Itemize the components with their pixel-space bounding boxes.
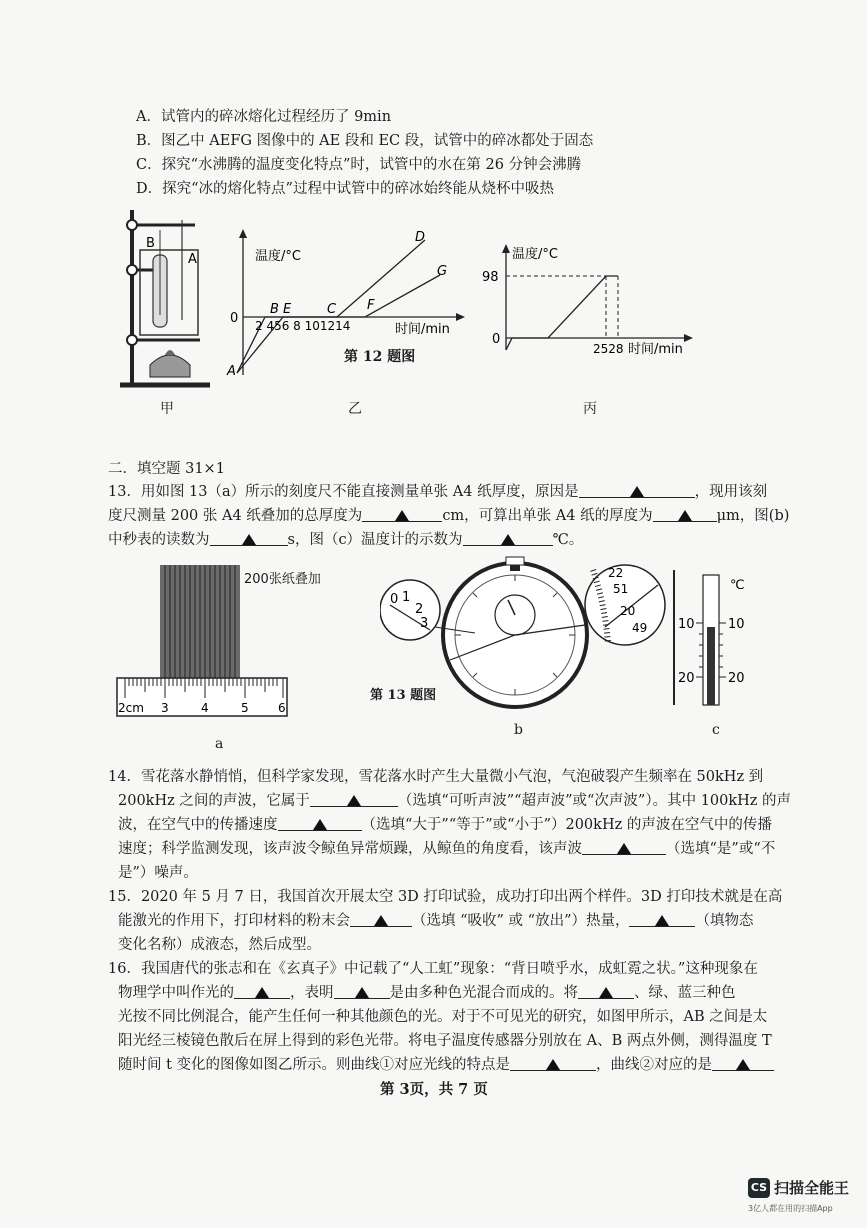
q14-line4: [118, 840, 775, 858]
yi-zero: 0: [230, 311, 239, 326]
q14-text: 200kHz 之间的声波，它属于: [118, 793, 310, 809]
jia-label-b: B: [146, 236, 155, 251]
bing-zero: 0: [492, 332, 501, 347]
thermo-left-20: 20: [678, 671, 695, 686]
option-b: B．图乙中 AEFG 图像中的 AE 段和 EC 段，试管中的碎冰都处于固态: [136, 133, 594, 149]
option-a: A．试管内的碎冰熔化过程经历了 9min: [136, 109, 392, 125]
camscanner-slogan: 3亿人都在用的扫描App: [748, 1204, 833, 1213]
q14-blank-1[interactable]: [310, 792, 398, 807]
q14-text: （选填“可听声波”“超声波”或“次声波”）。其中 100kHz 的声: [397, 793, 792, 809]
q16-text: 是由多种色光混合而成的。将: [389, 985, 578, 1001]
q15-line1: 15．2020 年 5 月 7 日，我国首次开展太空 3D 打印试验，成功打印出两个样件。3D 打印技术就是在高: [108, 889, 783, 905]
q14-line3: [118, 816, 772, 834]
fig12-apparatus: [110, 205, 220, 395]
q16-line1: 16．我国唐代的张志和在《玄真子》中记载了“人工虹”现象：“背日喷乎水，成虹霓之状。”这种现象在: [108, 961, 758, 977]
q14-text: （选填“大于”“等于”或“小于”）200kHz 的声波在空气中的传播: [361, 817, 772, 833]
section2-heading: 二．填空题 31×1: [108, 461, 225, 477]
q16-line5: [118, 1056, 774, 1074]
jia-label-a: A: [188, 252, 197, 267]
q14-text: （选填“是”或“不: [666, 841, 776, 857]
q15-blank-1[interactable]: [350, 912, 412, 927]
q15-line3: 变化名称）成液态，然后成型。: [118, 937, 321, 953]
camscanner-name: 扫描全能王: [774, 1179, 850, 1197]
yi-point-g: G: [437, 264, 448, 279]
q15-line2: [118, 912, 753, 930]
bing-ylabel: 温度/°C: [512, 247, 558, 262]
q14-line2: [118, 792, 791, 810]
q16-text: 、绿、蓝三种色: [634, 985, 736, 1001]
q13-text: s，图（c）温度计的示数为: [287, 532, 463, 548]
q13-blank-2[interactable]: [362, 507, 442, 522]
q13-line3: [108, 531, 583, 549]
ruler-tick-6: 6: [278, 701, 286, 715]
q14-line1: 14．雪花落水静悄悄，但科学家发现，雪花落水时产生大量微小气泡，气泡破裂产生频率在 50kHz 到: [108, 769, 764, 785]
q14-line5: 是”）噪声。: [118, 865, 198, 881]
q13-blank-1[interactable]: [579, 483, 695, 498]
fig12-graph-bing: [478, 240, 718, 365]
q16-blank-5[interactable]: [712, 1056, 774, 1071]
bing-xlabel: 时间/min: [628, 342, 683, 357]
yi-point-b: B: [270, 302, 279, 317]
q16-line3: 光按不同比例混合，能产生任何一种其他颜色的光。对于不可见光的研究，如图甲所示，AB 之间是太: [118, 1009, 768, 1025]
bing-98: 98: [482, 270, 499, 285]
sw-big-20: 20: [620, 604, 636, 618]
q15-text: （填物态: [695, 913, 754, 929]
yi-point-f: F: [367, 298, 375, 313]
q16-blank-4[interactable]: [510, 1056, 596, 1071]
fig12-caption-jia: 甲: [160, 401, 174, 417]
ruler-tick-5: 5: [241, 701, 249, 715]
ruler-tick-4: 4: [201, 701, 209, 715]
q15-text: 能激光的作用下，打印材料的粉末会: [118, 913, 350, 929]
thermo-unit: ℃: [730, 578, 745, 593]
yi-ticks: 2 456 8 101214: [255, 319, 351, 333]
q16-blank-3[interactable]: [578, 984, 634, 999]
q13-text: 13．用如图 13（a）所示的刻度尺不能直接测量单张 A4 纸厚度，原因是: [108, 484, 579, 500]
page-footer: 第 3页，共 7 页: [380, 1081, 488, 1098]
q16-text: ，表明: [290, 985, 334, 1001]
sw-small-3: 3: [420, 616, 429, 631]
q13-text: cm，可算出单张 A4 纸的厚度为: [442, 508, 653, 524]
q16-text: ，曲线②对应的是: [596, 1057, 713, 1073]
camscanner-logo-icon: CS: [748, 1178, 770, 1198]
ruler-tick-3: 3: [161, 701, 169, 715]
q15-blank-2[interactable]: [629, 912, 695, 927]
q13-text: ，现用该刻: [694, 484, 768, 500]
q13-line1: [108, 483, 767, 501]
q13-text: 中秒表的读数为: [108, 532, 210, 548]
fig13-title: 第 13 题图: [370, 688, 437, 703]
q14-text: 波，在空气中的传播速度: [118, 817, 278, 833]
yi-point-e: E: [283, 302, 292, 317]
q16-blank-2[interactable]: [334, 984, 390, 999]
sw-big-22: 22: [608, 566, 624, 580]
q14-blank-3[interactable]: [582, 840, 666, 855]
fig13a-stack-label: 200张纸叠加: [244, 572, 321, 587]
yi-point-d: D: [415, 230, 426, 245]
q13-text: ℃。: [552, 532, 584, 548]
q16-line2: [118, 984, 736, 1002]
fig12-title: 第 12 题图: [344, 349, 416, 365]
fig12-caption-bing: 丙: [583, 401, 597, 417]
q14-text: 速度；科学监测发现，该声波令鲸鱼异常烦躁，从鲸鱼的角度看，该声波: [118, 841, 582, 857]
ruler-tick-2cm: 2cm: [118, 701, 144, 715]
q13-text: μm，图(b): [716, 508, 790, 524]
thermo-right-20: 20: [728, 671, 745, 686]
sw-small-2: 2: [415, 602, 424, 617]
q16-text: 随时间 t 变化的图像如图乙所示。则曲线①对应光线的特点是: [118, 1057, 511, 1073]
q13-text: 度尺测量 200 张 A4 纸叠加的总厚度为: [108, 508, 363, 524]
q14-blank-2[interactable]: [278, 816, 362, 831]
q13-line2: [108, 507, 789, 525]
fig13c-thermometer: [668, 565, 758, 715]
thermo-right-10: 10: [728, 617, 745, 632]
thermo-left-10: 10: [678, 617, 695, 632]
fig13-caption-b: b: [514, 722, 523, 738]
sw-small-1: 1: [402, 590, 411, 605]
fig13-caption-c: c: [712, 722, 720, 738]
q13-blank-5[interactable]: [463, 531, 553, 546]
yi-point-a: A: [227, 364, 236, 379]
q13-blank-3[interactable]: [653, 507, 717, 522]
q16-line4: 阳光经三棱镜色散后在屏上得到的彩色光带。将电子温度传感器分别放在 A、B 两点外侧，测得温度 T: [118, 1033, 772, 1049]
fig12-caption-yi: 乙: [348, 401, 362, 417]
yi-ylabel: 温度/°C: [255, 249, 301, 264]
sw-big-51: 51: [613, 582, 629, 596]
option-c: C．探究“水沸腾的温度变化特点”时，试管中的水在第 26 分钟会沸腾: [136, 157, 582, 173]
option-d: D．探究“冰的熔化特点”过程中试管中的碎冰始终能从烧杯中吸热: [136, 181, 554, 197]
yi-xlabel: 时间/min: [395, 322, 450, 337]
sw-big-49: 49: [632, 621, 648, 635]
q15-text: （选填 “吸收” 或 “放出”）热量，: [412, 913, 630, 929]
yi-point-c: C: [327, 302, 337, 317]
sw-small-0: 0: [390, 592, 399, 607]
q16-blank-1[interactable]: [234, 984, 290, 999]
fig13-caption-a: a: [215, 736, 224, 752]
q13-blank-4[interactable]: [210, 531, 288, 546]
q16-text: 物理学中叫作光的: [118, 985, 234, 1001]
bing-ticks: 2528: [593, 342, 624, 356]
